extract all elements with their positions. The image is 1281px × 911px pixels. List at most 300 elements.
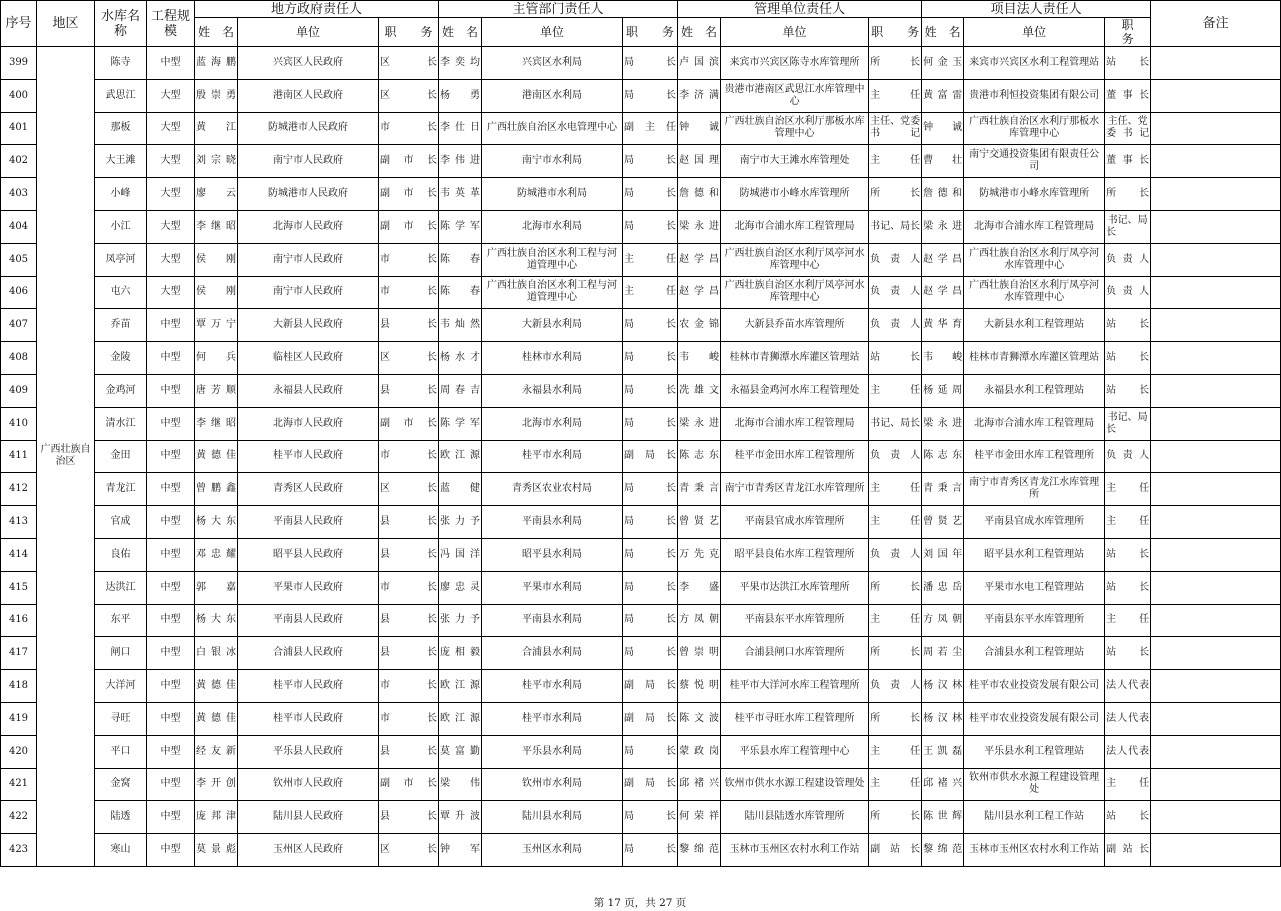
remark-cell	[1151, 243, 1281, 276]
legal-unit: 玉林市玉州区农村水利工作站	[964, 834, 1105, 867]
reservoir-name-cell: 东平	[95, 604, 147, 637]
gov-unit: 昭平县人民政府	[238, 538, 379, 571]
dept-post: 局长	[623, 571, 678, 604]
legal-post: 主任、党委书记	[1105, 112, 1151, 145]
remark-cell	[1151, 604, 1281, 637]
table-body	[1, 47, 1281, 867]
gov-post: 区长	[379, 79, 439, 112]
legal-unit: 北海市合浦水库工程管理局	[964, 210, 1105, 243]
dept-person-name: 杨勇	[439, 79, 482, 112]
scale-cell: 中型	[147, 735, 195, 768]
mgmt-unit: 防城港市小峰水库管理所	[721, 178, 869, 211]
gov-unit: 南宁市人民政府	[238, 145, 379, 178]
gov-unit: 桂平市人民政府	[238, 440, 379, 473]
mgmt-unit: 广西壮族自治区水利厅凤亭河水库管理中心	[721, 276, 869, 309]
seq-cell: 409	[1, 374, 37, 407]
dept-unit: 平果市水利局	[482, 571, 623, 604]
gov-person-name: 殷崇勇	[195, 79, 238, 112]
dept-post: 局长	[623, 374, 678, 407]
mgmt-post: 副站长	[869, 834, 922, 867]
gov-person-name: 刘宗晓	[195, 145, 238, 178]
gov-person-name: 李开创	[195, 768, 238, 801]
legal-person-name: 梁永进	[922, 210, 964, 243]
dept-person-name: 欧江源	[439, 440, 482, 473]
table-row	[1, 670, 1281, 703]
page-footer: 第 17 页，共 27 页	[593, 897, 687, 909]
dept-person-name: 张力予	[439, 604, 482, 637]
mgmt-unit: 北海市合浦水库工程管理局	[721, 407, 869, 440]
dept-person-name: 李伟进	[439, 145, 482, 178]
scale-cell: 大型	[147, 178, 195, 211]
remark-cell	[1151, 145, 1281, 178]
mgmt-post: 主任	[869, 79, 922, 112]
dept-unit: 昭平县水利局	[482, 538, 623, 571]
table-row	[1, 145, 1281, 178]
seq-cell: 411	[1, 440, 37, 473]
legal-unit: 平果市水电工程管理站	[964, 571, 1105, 604]
gov-person-name: 杨大东	[195, 604, 238, 637]
legal-unit: 桂平市金田水库工程管理所	[964, 440, 1105, 473]
reservoir-name-cell: 陆透	[95, 801, 147, 834]
scale-cell: 大型	[147, 145, 195, 178]
mgmt-unit: 南宁市青秀区青龙江水库管理所	[721, 473, 869, 506]
mgmt-person-name: 曾贤艺	[678, 506, 721, 539]
legal-unit: 南宁交通投资集团有限责任公司	[964, 145, 1105, 178]
gov-post: 副市长	[379, 768, 439, 801]
mgmt-person-name: 陈文波	[678, 702, 721, 735]
remark-cell	[1151, 637, 1281, 670]
remark-cell	[1151, 47, 1281, 80]
reservoir-name-cell: 清水江	[95, 407, 147, 440]
dept-post: 主任	[623, 276, 678, 309]
legal-post: 主任	[1105, 506, 1151, 539]
gov-unit: 北海市人民政府	[238, 210, 379, 243]
mgmt-post: 负责人	[869, 243, 922, 276]
mgmt-unit: 来宾市兴宾区陈寺水库管理所	[721, 47, 869, 80]
table-row	[1, 702, 1281, 735]
scale-cell: 大型	[147, 210, 195, 243]
scale-cell: 大型	[147, 112, 195, 145]
mgmt-post: 主任	[869, 473, 922, 506]
mgmt-post: 主任	[869, 768, 922, 801]
reservoir-name-cell: 达洪江	[95, 571, 147, 604]
remark-cell	[1151, 440, 1281, 473]
gov-unit: 青秀区人民政府	[238, 473, 379, 506]
legal-post: 书记、局长	[1105, 407, 1151, 440]
dept-post: 副局长	[623, 768, 678, 801]
table-row	[1, 506, 1281, 539]
remark-cell	[1151, 79, 1281, 112]
legal-person-name: 黄华育	[922, 309, 964, 342]
dept-person-name: 覃升波	[439, 801, 482, 834]
reservoir-name-cell: 小峰	[95, 178, 147, 211]
table-row	[1, 79, 1281, 112]
seq-cell: 407	[1, 309, 37, 342]
table-row	[1, 309, 1281, 342]
scale-cell: 中型	[147, 670, 195, 703]
legal-person-name: 韦峻	[922, 342, 964, 375]
mgmt-person-name: 蔡悦明	[678, 670, 721, 703]
reservoir-name-cell: 武思江	[95, 79, 147, 112]
mgmt-unit: 合浦县闸口水库管理所	[721, 637, 869, 670]
gov-person-name: 庞邦津	[195, 801, 238, 834]
mgmt-post: 站长	[869, 342, 922, 375]
sub-post-header: 职 务	[1105, 18, 1151, 47]
mgmt-post: 主任	[869, 604, 922, 637]
dept-post: 局长	[623, 801, 678, 834]
dept-post: 副主任	[623, 112, 678, 145]
mgmt-post: 主任	[869, 374, 922, 407]
mgmt-unit: 陆川县陆透水库管理所	[721, 801, 869, 834]
table-row	[1, 834, 1281, 867]
dept-person-name: 蓝健	[439, 473, 482, 506]
table-row	[1, 112, 1281, 145]
dept-post: 局长	[623, 735, 678, 768]
gov-post: 县长	[379, 637, 439, 670]
remark-cell	[1151, 342, 1281, 375]
reservoir-name-cell: 闸口	[95, 637, 147, 670]
legal-unit: 广西壮族自治区水利厅那板水库管理中心	[964, 112, 1105, 145]
dept-person-name: 陈春	[439, 276, 482, 309]
dept-person-name: 欧江源	[439, 702, 482, 735]
dept-person-name: 韦英革	[439, 178, 482, 211]
gov-post: 县长	[379, 604, 439, 637]
gov-unit: 港南区人民政府	[238, 79, 379, 112]
dept-unit: 平南县水利局	[482, 506, 623, 539]
dept-post: 局长	[623, 834, 678, 867]
table-row	[1, 243, 1281, 276]
dept-person-name: 韦灿然	[439, 309, 482, 342]
scale-cell: 中型	[147, 834, 195, 867]
sub-unit-header: 单位	[964, 18, 1105, 47]
legal-post: 书记、局长	[1105, 210, 1151, 243]
mgmt-person-name: 李济满	[678, 79, 721, 112]
gov-post: 县长	[379, 538, 439, 571]
mgmt-post: 负责人	[869, 309, 922, 342]
dept-post: 局长	[623, 506, 678, 539]
mgmt-unit: 永福县金鸡河水库工程管理处	[721, 374, 869, 407]
mgmt-person-name: 青秉言	[678, 473, 721, 506]
remark-cell	[1151, 309, 1281, 342]
mgmt-post: 主任、党委书记	[869, 112, 922, 145]
legal-unit: 平乐县水利工程管理站	[964, 735, 1105, 768]
seq-cell: 401	[1, 112, 37, 145]
dept-post: 局长	[623, 637, 678, 670]
sub-unit-header: 单位	[238, 18, 379, 47]
gov-person-name: 白银冰	[195, 637, 238, 670]
reservoir-name-cell: 大王滩	[95, 145, 147, 178]
remark-cell	[1151, 834, 1281, 867]
seq-cell: 402	[1, 145, 37, 178]
mgmt-person-name: 钟诚	[678, 112, 721, 145]
dept-person-name: 钟军	[439, 834, 482, 867]
dept-person-name: 冯国洋	[439, 538, 482, 571]
dept-person-name: 杨水才	[439, 342, 482, 375]
seq-cell: 413	[1, 506, 37, 539]
reservoir-name-cell: 良佑	[95, 538, 147, 571]
legal-person-name: 赵学昌	[922, 243, 964, 276]
dept-unit: 合浦县水利局	[482, 637, 623, 670]
mgmt-unit: 昭平县良佑水库工程管理所	[721, 538, 869, 571]
sub-post-header: 职 务	[869, 18, 922, 47]
group-mgmt-header: 管理单位责任人	[678, 1, 922, 18]
mgmt-unit: 南宁市大王滩水库管理处	[721, 145, 869, 178]
mgmt-person-name: 黎绵范	[678, 834, 721, 867]
col-seq-header: 序号	[1, 1, 37, 47]
legal-post: 站长	[1105, 342, 1151, 375]
gov-unit: 防城港市人民政府	[238, 112, 379, 145]
gov-unit: 临桂区人民政府	[238, 342, 379, 375]
gov-unit: 平果市人民政府	[238, 571, 379, 604]
seq-cell: 408	[1, 342, 37, 375]
reservoir-name-cell: 官成	[95, 506, 147, 539]
reservoir-name-cell: 寒山	[95, 834, 147, 867]
gov-unit: 钦州市人民政府	[238, 768, 379, 801]
mgmt-person-name: 韦峻	[678, 342, 721, 375]
seq-cell: 419	[1, 702, 37, 735]
dept-unit: 广西壮族自治区水利工程与河道管理中心	[482, 243, 623, 276]
gov-post: 区长	[379, 834, 439, 867]
mgmt-person-name: 农金锦	[678, 309, 721, 342]
legal-unit: 平南县官成水库管理所	[964, 506, 1105, 539]
scale-cell: 大型	[147, 243, 195, 276]
group-legal-header: 项目法人责任人	[922, 1, 1151, 18]
legal-post: 站长	[1105, 637, 1151, 670]
mgmt-post: 所长	[869, 637, 922, 670]
reservoir-name-cell: 陈寺	[95, 47, 147, 80]
mgmt-unit: 桂平市寻旺水库工程管理所	[721, 702, 869, 735]
scale-cell: 大型	[147, 276, 195, 309]
gov-person-name: 蓝海鹏	[195, 47, 238, 80]
legal-unit: 桂林市青狮潭水库灌区管理站	[964, 342, 1105, 375]
mgmt-person-name: 梁永进	[678, 407, 721, 440]
dept-unit: 桂林市水利局	[482, 342, 623, 375]
remark-cell	[1151, 735, 1281, 768]
mgmt-post: 负责人	[869, 440, 922, 473]
dept-post: 局长	[623, 309, 678, 342]
mgmt-unit: 钦州市供水水源工程建设管理处	[721, 768, 869, 801]
seq-cell: 417	[1, 637, 37, 670]
scale-cell: 中型	[147, 407, 195, 440]
sub-name-header: 姓 名	[439, 18, 482, 47]
mgmt-post: 书记、局长	[869, 210, 922, 243]
region-cell: 广西壮族自治区	[37, 47, 95, 867]
dept-post: 局长	[623, 407, 678, 440]
gov-post: 市长	[379, 243, 439, 276]
mgmt-post: 所长	[869, 47, 922, 80]
seq-cell: 410	[1, 407, 37, 440]
legal-unit: 贵港市利恒投资集团有限公司	[964, 79, 1105, 112]
dept-person-name: 陈学军	[439, 407, 482, 440]
remark-cell	[1151, 801, 1281, 834]
sub-post-header: 职 务	[623, 18, 678, 47]
dept-unit: 永福县水利局	[482, 374, 623, 407]
gov-post: 副市长	[379, 210, 439, 243]
gov-person-name: 廖云	[195, 178, 238, 211]
table-row	[1, 735, 1281, 768]
reservoir-name-cell: 那板	[95, 112, 147, 145]
legal-person-name: 潘忠岳	[922, 571, 964, 604]
mgmt-post: 所长	[869, 178, 922, 211]
gov-post: 县长	[379, 506, 439, 539]
dept-unit: 青秀区农业农村局	[482, 473, 623, 506]
mgmt-person-name: 赵学昌	[678, 276, 721, 309]
dept-person-name: 陈春	[439, 243, 482, 276]
legal-unit: 防城港市小峰水库管理所	[964, 178, 1105, 211]
header-row-1	[1, 1, 1281, 18]
dept-post: 局长	[623, 79, 678, 112]
gov-unit: 大新县人民政府	[238, 309, 379, 342]
table-row	[1, 276, 1281, 309]
dept-post: 副局长	[623, 702, 678, 735]
sub-post-header: 职 务	[379, 18, 439, 47]
mgmt-unit: 桂平市金田水库工程管理所	[721, 440, 869, 473]
mgmt-person-name: 李盛	[678, 571, 721, 604]
dept-post: 主任	[623, 243, 678, 276]
reservoir-name-cell: 大洋河	[95, 670, 147, 703]
reservoir-name-cell: 凤亭河	[95, 243, 147, 276]
dept-person-name: 陈学军	[439, 210, 482, 243]
legal-unit: 永福县水利工程管理站	[964, 374, 1105, 407]
dept-unit: 平南县水利局	[482, 604, 623, 637]
gov-post: 副市长	[379, 407, 439, 440]
remark-cell	[1151, 538, 1281, 571]
legal-post: 负责人	[1105, 243, 1151, 276]
gov-person-name: 李继昭	[195, 407, 238, 440]
dept-person-name: 廖忠灵	[439, 571, 482, 604]
legal-unit: 桂平市农业投资发展有限公司	[964, 702, 1105, 735]
mgmt-person-name: 方凤朝	[678, 604, 721, 637]
dept-unit: 南宁市水利局	[482, 145, 623, 178]
seq-cell: 423	[1, 834, 37, 867]
legal-person-name: 杨汉林	[922, 702, 964, 735]
legal-person-name: 梁永进	[922, 407, 964, 440]
sub-name-header: 姓 名	[922, 18, 964, 47]
table-row	[1, 178, 1281, 211]
table-row	[1, 768, 1281, 801]
legal-person-name: 黎绵范	[922, 834, 964, 867]
legal-unit: 钦州市供水水源工程建设管理处	[964, 768, 1105, 801]
dept-person-name: 欧江源	[439, 670, 482, 703]
table-row	[1, 407, 1281, 440]
reservoir-name-cell: 金鸡河	[95, 374, 147, 407]
legal-post: 站长	[1105, 374, 1151, 407]
mgmt-post: 书记、局长	[869, 407, 922, 440]
mgmt-unit: 广西壮族自治区水利厅凤亭河水库管理中心	[721, 243, 869, 276]
reservoir-name-cell: 乔苗	[95, 309, 147, 342]
dept-unit: 防城港市水利局	[482, 178, 623, 211]
mgmt-unit: 广西壮族自治区水利厅那板水库管理中心	[721, 112, 869, 145]
gov-person-name: 邓忠耀	[195, 538, 238, 571]
remark-cell	[1151, 702, 1281, 735]
gov-person-name: 唐芳顺	[195, 374, 238, 407]
legal-unit: 昭平县水利工程管理站	[964, 538, 1105, 571]
group-local-gov-header: 地方政府责任人	[195, 1, 439, 18]
mgmt-person-name: 卢国滨	[678, 47, 721, 80]
legal-unit: 合浦县水利工程管理站	[964, 637, 1105, 670]
dept-person-name: 庞相毅	[439, 637, 482, 670]
legal-person-name: 何金玉	[922, 47, 964, 80]
gov-post: 市长	[379, 702, 439, 735]
dept-post: 局长	[623, 473, 678, 506]
seq-cell: 422	[1, 801, 37, 834]
scale-cell: 中型	[147, 571, 195, 604]
gov-unit: 南宁市人民政府	[238, 276, 379, 309]
table-row	[1, 440, 1281, 473]
gov-post: 市长	[379, 112, 439, 145]
mgmt-unit: 贵港市港南区武思江水库管理中心	[721, 79, 869, 112]
scale-cell: 中型	[147, 342, 195, 375]
gov-post: 市长	[379, 440, 439, 473]
mgmt-post: 主任	[869, 506, 922, 539]
legal-unit: 桂平市农业投资发展有限公司	[964, 670, 1105, 703]
table-row	[1, 374, 1281, 407]
legal-person-name: 曹壮	[922, 145, 964, 178]
table-row	[1, 571, 1281, 604]
mgmt-post: 负责人	[869, 670, 922, 703]
gov-post: 市长	[379, 571, 439, 604]
dept-unit: 北海市水利局	[482, 210, 623, 243]
scale-cell: 中型	[147, 374, 195, 407]
gov-unit: 桂平市人民政府	[238, 702, 379, 735]
col-reservoir-header: 水库名称	[95, 1, 147, 47]
legal-person-name: 邱褚兴	[922, 768, 964, 801]
legal-person-name: 杨汉林	[922, 670, 964, 703]
table-row	[1, 210, 1281, 243]
legal-unit: 陆川县水利工程工作站	[964, 801, 1105, 834]
gov-unit: 平南县人民政府	[238, 506, 379, 539]
dept-unit: 桂平市水利局	[482, 440, 623, 473]
dept-unit: 广西壮族自治区水电管理中心	[482, 112, 623, 145]
gov-unit: 南宁市人民政府	[238, 243, 379, 276]
gov-person-name: 侯刚	[195, 276, 238, 309]
gov-unit: 桂平市人民政府	[238, 670, 379, 703]
seq-cell: 418	[1, 670, 37, 703]
legal-post: 负责人	[1105, 440, 1151, 473]
dept-post: 局长	[623, 178, 678, 211]
legal-post: 董事长	[1105, 145, 1151, 178]
col-remark-header: 备注	[1151, 1, 1281, 47]
mgmt-unit: 玉林市玉州区农村水利工作站	[721, 834, 869, 867]
remark-cell	[1151, 768, 1281, 801]
gov-unit: 北海市人民政府	[238, 407, 379, 440]
gov-post: 县长	[379, 374, 439, 407]
remark-cell	[1151, 571, 1281, 604]
mgmt-unit: 大新县乔苗水库管理所	[721, 309, 869, 342]
legal-post: 法人代表	[1105, 735, 1151, 768]
legal-person-name: 曾贤艺	[922, 506, 964, 539]
gov-unit: 防城港市人民政府	[238, 178, 379, 211]
mgmt-post: 主任	[869, 735, 922, 768]
legal-person-name: 杨延周	[922, 374, 964, 407]
dept-post: 局长	[623, 538, 678, 571]
gov-person-name: 曾鹏鑫	[195, 473, 238, 506]
dept-person-name: 梁伟	[439, 768, 482, 801]
legal-post: 站长	[1105, 801, 1151, 834]
gov-person-name: 经友新	[195, 735, 238, 768]
mgmt-person-name: 何荣祥	[678, 801, 721, 834]
mgmt-post: 负责人	[869, 276, 922, 309]
mgmt-person-name: 邱褚兴	[678, 768, 721, 801]
mgmt-unit: 北海市合浦水库工程管理局	[721, 210, 869, 243]
legal-person-name: 周若尘	[922, 637, 964, 670]
gov-post: 区长	[379, 473, 439, 506]
remark-cell	[1151, 670, 1281, 703]
gov-post: 市长	[379, 670, 439, 703]
scale-cell: 中型	[147, 604, 195, 637]
dept-unit: 陆川县水利局	[482, 801, 623, 834]
gov-unit: 兴宾区人民政府	[238, 47, 379, 80]
